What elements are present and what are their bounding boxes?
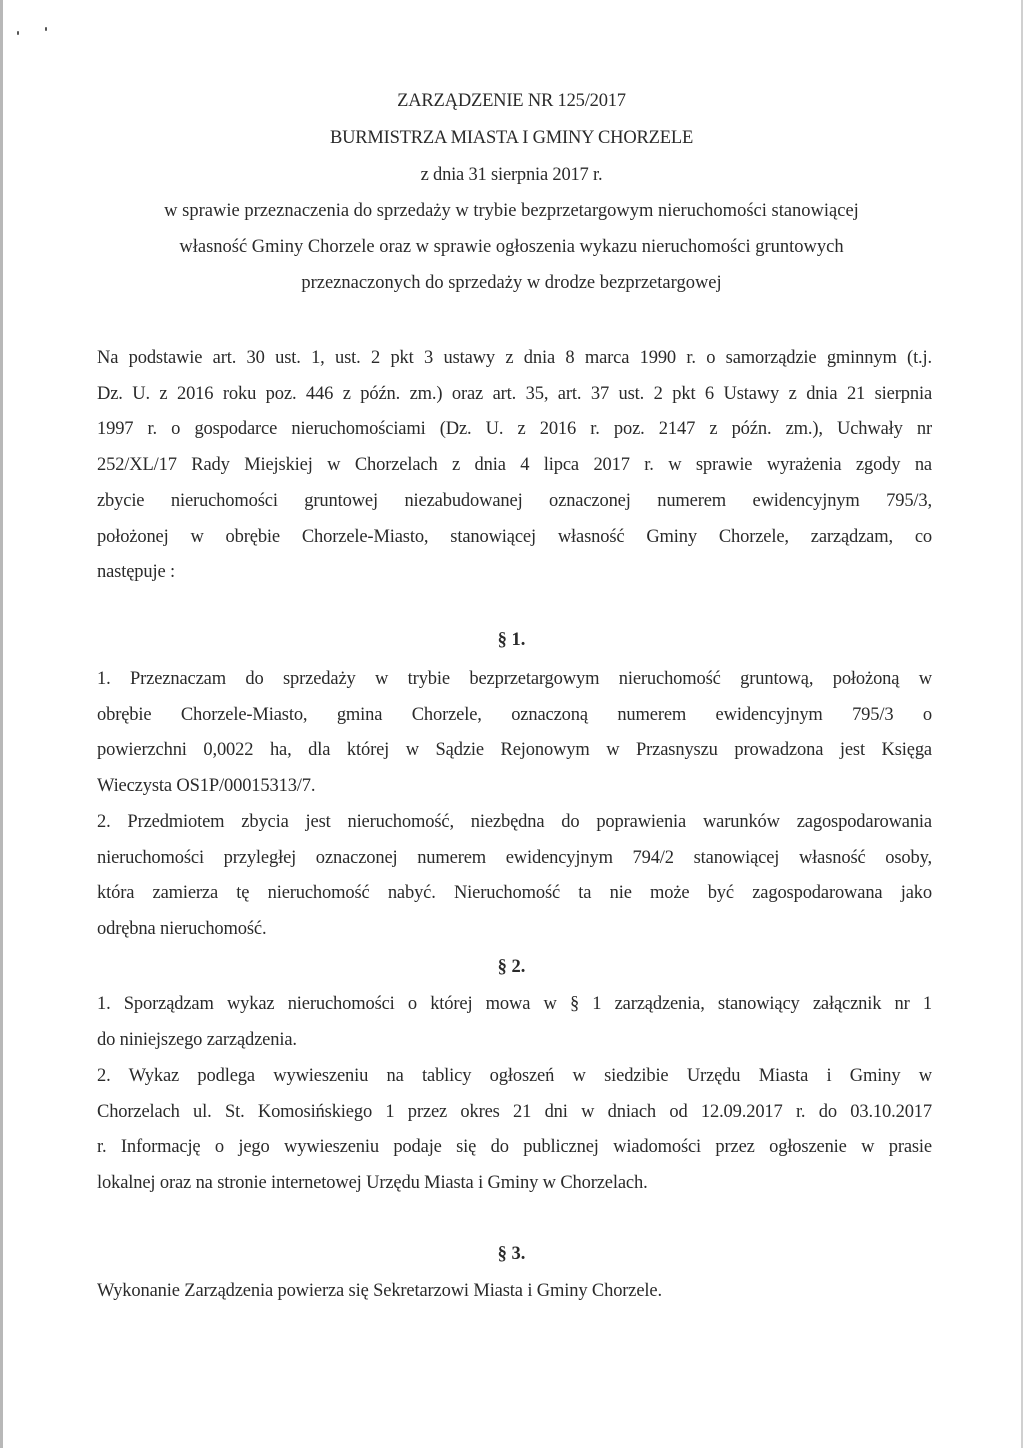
scan-artifact-dot [17, 31, 19, 35]
section-2-point-1 [97, 987, 932, 1058]
section-1-point-1 [97, 662, 932, 805]
section-3-mark: § 3. [497, 1244, 526, 1264]
section-2-mark: § 2. [497, 957, 526, 977]
preamble-paragraph [97, 341, 932, 591]
paragraph-line: odrębna nieruchomość. [97, 919, 267, 940]
document-subject-line: własność Gminy Chorzele oraz w sprawie ogłoszenia wykazu nieruchomości gruntowych [179, 237, 844, 257]
paragraph-line: 2. Wykaz podlega wywieszeniu na tablicy ogłoszeń w siedzibie Urzędu Miasta i Gminy w [97, 1066, 932, 1086]
preamble-line: zbycie nieruchomości gruntowej niezabudowanej oznaczonej numerem ewidencyjnym 795/3, [97, 490, 932, 511]
preamble-line: 252/XL/17 Rady Miejskiej w Chorzelach z dnia 4 lipca 2017 r. w sprawie wyrażenia zgody na [97, 455, 932, 476]
scan-artifact-dot [45, 27, 47, 31]
preamble-line: 1997 r. o gospodarce nieruchomościami (Dz. U. z 2016 r. poz. 2147 z późn. zm.), Uchwały nr [97, 419, 932, 440]
paragraph-line: nieruchomości przyległej oznaczonej numerem ewidencyjnym 794/2 stanowiącej własność osoby, [97, 847, 932, 868]
document-subject-line: przeznaczonych do sprzedaży w drodze bezprzetargowej [301, 273, 722, 293]
document-issuer: BURMISTRZA MIASTA I GMINY CHORZELE [329, 128, 694, 148]
document-date: z dnia 31 sierpnia 2017 r. [420, 165, 603, 185]
section-3-point-1 [97, 1274, 932, 1310]
section-1-point-2 [97, 805, 932, 948]
document-title: ZARZĄDZENIE NR 125/2017 [397, 91, 626, 111]
preamble-line: Na podstawie art. 30 ust. 1, ust. 2 pkt 3 ustawy z dnia 8 marca 1990 r. o samorządzie gminnym (t.j. [97, 348, 932, 368]
paragraph-line: Chorzelach ul. St. Komosińskiego 1 przez okres 21 dni w dniach od 12.09.2017 r. do 03.10.2017 [97, 1101, 932, 1122]
paragraph-line: 1. Przeznaczam do sprzedaży w trybie bezprzetargowym nieruchomość gruntową, położoną w [97, 669, 932, 689]
paragraph-line: 1. Sporządzam wykaz nieruchomości o której mowa w § 1 zarządzenia, stanowiący załącznik nr 1 [97, 994, 932, 1014]
section-1-mark: § 1. [497, 630, 526, 650]
paragraph-line: obrębie Chorzele-Miasto, gmina Chorzele, oznaczoną numerem ewidencyjnym 795/3 o [97, 704, 932, 725]
paragraph-line: lokalnej oraz na stronie internetowej Urzędu Miasta i Gminy w Chorzelach. [97, 1173, 648, 1194]
paragraph-line: do niniejszego zarządzenia. [97, 1029, 297, 1050]
preamble-line: Dz. U. z 2016 roku poz. 446 z późn. zm.) oraz art. 35, art. 37 ust. 2 pkt 6 Ustawy z dnia 21 sierpnia [97, 383, 932, 404]
paragraph-line: powierzchni 0,0022 ha, dla której w Sądzie Rejonowym w Przasnyszu prowadzona jest Księga [97, 740, 932, 761]
paragraph-line: Wieczysta OS1P/00015313/7. [97, 776, 316, 797]
section-2-point-2 [97, 1059, 932, 1202]
preamble-line: następuje : [97, 562, 175, 583]
preamble-line: położonej w obrębie Chorzele-Miasto, stanowiącej własność Gminy Chorzele, zarządzam, co [97, 526, 932, 547]
paragraph-line: 2. Przedmiotem zbycia jest nieruchomość, niezbędna do poprawienia warunków zagospodarowania [97, 812, 932, 832]
document-subject-line: w sprawie przeznaczenia do sprzedaży w trybie bezprzetargowym nieruchomości stanowiącej [164, 201, 859, 221]
paragraph-line: r. Informację o jego wywieszeniu podaje się do publicznej wiadomości przez ogłoszenie w prasie [97, 1137, 932, 1158]
paragraph-line: która zamierza tę nieruchomość nabyć. Nieruchomość ta nie może być zagospodarowana jako [97, 883, 932, 904]
paragraph-line: Wykonanie Zarządzenia powierza się Sekretarzowi Miasta i Gminy Chorzele. [97, 1281, 662, 1301]
